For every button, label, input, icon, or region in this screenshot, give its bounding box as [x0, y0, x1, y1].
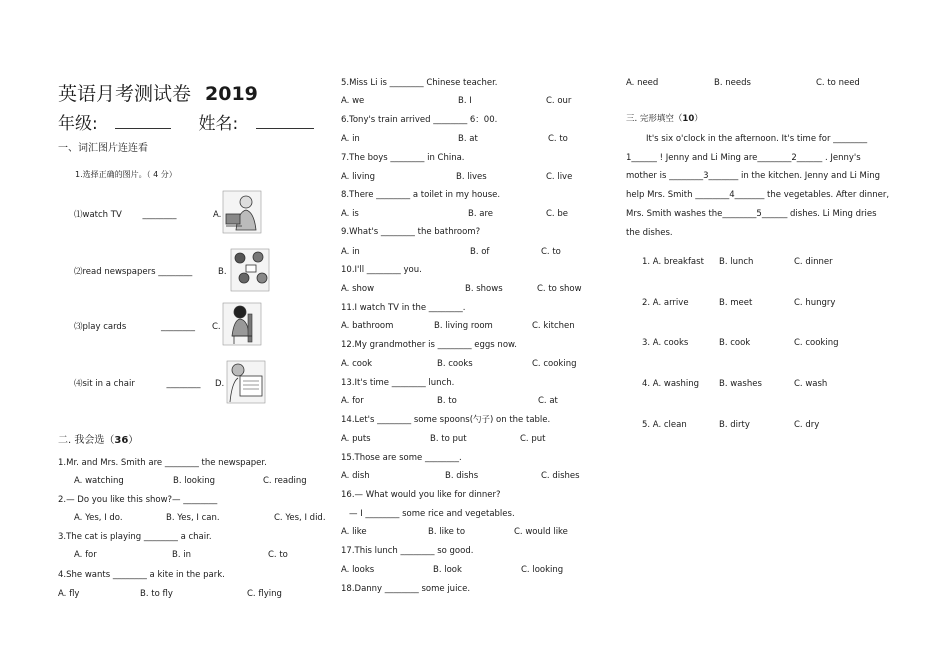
q1-option-c[interactable]: C. reading: [263, 476, 307, 486]
match-letter-b: B.: [218, 267, 227, 277]
question-9: 9.What's ________ the bathroom?: [341, 227, 481, 237]
q15-option-a[interactable]: A. dish: [341, 471, 370, 481]
grade-label: 年级:: [58, 114, 98, 134]
q9-option-a[interactable]: A. in: [341, 247, 360, 257]
q6-option-b[interactable]: B. at: [458, 134, 478, 144]
q1-option-b[interactable]: B. looking: [173, 476, 216, 486]
question-4: 4.She wants ________ a kite in the park.: [58, 570, 225, 580]
q10-option-b[interactable]: B. shows: [465, 284, 503, 294]
section-1-heading: 一、词汇图片连连看: [58, 143, 148, 154]
match-item-4: ⑷sit in a chair ________: [74, 379, 201, 389]
match-letter-d: D.: [215, 379, 225, 389]
title-text: 英语月考测试卷: [58, 83, 192, 105]
cloze-3-option-b[interactable]: B. cook: [719, 338, 751, 348]
student-info: [58, 116, 314, 133]
q8-option-a[interactable]: A. is: [341, 209, 359, 219]
q6-option-c[interactable]: C. to: [548, 134, 568, 144]
q7-option-a[interactable]: A. living: [341, 172, 375, 182]
q14-option-c[interactable]: C. put: [520, 434, 546, 444]
question-16-reply: — I ________ some rice and vegetables.: [349, 509, 515, 519]
q9-option-c[interactable]: C. to: [541, 247, 561, 257]
q4-option-c[interactable]: C. flying: [247, 589, 282, 599]
question-5: 5.Miss Li is ________ Chinese teacher.: [341, 78, 498, 88]
question-7: 7.The boys ________ in China.: [341, 153, 465, 163]
cloze-3-option-a[interactable]: 3. A. cooks: [642, 338, 689, 348]
title-year: 2019: [205, 83, 258, 105]
q4-option-a[interactable]: A. fly: [58, 589, 80, 599]
cloze-2-option-c[interactable]: C. hungry: [794, 298, 836, 308]
question-1: 1.Mr. and Mrs. Smith are ________ the newspaper.: [58, 458, 267, 468]
passage-line-2: 1______ ! Jenny and Li Ming are________2______ . Jenny's: [626, 153, 861, 163]
person-reading-newspaper-picture: [226, 360, 266, 404]
q10-option-c[interactable]: C. to show: [537, 284, 582, 294]
q8-option-b[interactable]: B. are: [468, 209, 493, 219]
q3-option-a[interactable]: A. for: [74, 550, 97, 560]
name-label: 姓名:: [198, 114, 239, 134]
q18-option-a[interactable]: A. need: [626, 78, 659, 88]
question-2: 2.— Do you like this show?— ________: [58, 495, 218, 505]
question-11: 11.I watch TV in the ________.: [341, 303, 466, 313]
q18-option-b[interactable]: B. needs: [714, 78, 751, 88]
q1-option-a[interactable]: A. watching: [74, 476, 124, 486]
q8-option-c[interactable]: C. be: [546, 209, 568, 219]
question-3: 3.The cat is playing ________ a chair.: [58, 532, 212, 542]
passage-line-5: Mrs. Smith washes the________5______ dishes. Li Ming dries: [626, 209, 877, 219]
cloze-3-option-c[interactable]: C. cooking: [794, 338, 839, 348]
cloze-5-option-a[interactable]: 5. A. clean: [642, 420, 687, 430]
q16-option-a[interactable]: A. like: [341, 527, 367, 537]
people-playing-cards-picture: [230, 248, 270, 292]
question-15: 15.Those are some ________.: [341, 453, 462, 463]
q2-option-a[interactable]: A. Yes, I do.: [74, 513, 123, 523]
q13-option-a[interactable]: A. for: [341, 396, 364, 406]
match-item-1: ⑴watch TV ________: [74, 210, 177, 220]
q12-option-b[interactable]: B. cooks: [437, 359, 473, 369]
question-18: 18.Danny ________ some juice.: [341, 584, 471, 594]
grade-field[interactable]: [115, 127, 171, 129]
q14-option-b[interactable]: B. to put: [430, 434, 467, 444]
q15-option-b[interactable]: B. dishs: [445, 471, 479, 481]
q3-option-c[interactable]: C. to: [268, 550, 288, 560]
q16-option-b[interactable]: B. like to: [428, 527, 466, 537]
q4-option-b[interactable]: B. to fly: [140, 589, 173, 599]
q6-option-a[interactable]: A. in: [341, 134, 360, 144]
question-14: 14.Let's ________ some spoons(勺子) on the table.: [341, 415, 551, 425]
q5-option-a[interactable]: A. we: [341, 96, 365, 106]
match-item-3: ⑶play cards ________: [74, 322, 195, 332]
question-10: 10.I'll ________ you.: [341, 265, 422, 275]
cloze-5-option-c[interactable]: C. dry: [794, 420, 820, 430]
q11-option-c[interactable]: C. kitchen: [532, 321, 575, 331]
q13-option-b[interactable]: B. to: [437, 396, 457, 406]
cloze-2-option-a[interactable]: 2. A. arrive: [642, 298, 689, 308]
q7-option-b[interactable]: B. lives: [456, 172, 487, 182]
question-17: 17.This lunch ________ so good.: [341, 546, 474, 556]
question-8: 8.There ________ a toilet in my house.: [341, 190, 501, 200]
q17-option-b[interactable]: B. look: [433, 565, 462, 575]
q17-option-a[interactable]: A. looks: [341, 565, 375, 575]
cloze-2-option-b[interactable]: B. meet: [719, 298, 753, 308]
page-title: [58, 85, 258, 104]
question-6: 6.Tony's train arrived ________ 6：00.: [341, 115, 498, 125]
cloze-1-option-a[interactable]: 1. A. breakfast: [642, 257, 704, 267]
question-12: 12.My grandmother is ________ eggs now.: [341, 340, 517, 350]
q18-option-c[interactable]: C. to need: [816, 78, 860, 88]
q13-option-c[interactable]: C. at: [538, 396, 558, 406]
q12-option-a[interactable]: A. cook: [341, 359, 373, 369]
q14-option-a[interactable]: A. puts: [341, 434, 371, 444]
q15-option-c[interactable]: C. dishes: [541, 471, 580, 481]
q2-option-c[interactable]: C. Yes, I did.: [274, 513, 326, 523]
cloze-1-option-c[interactable]: C. dinner: [794, 257, 833, 267]
q9-option-b[interactable]: B. of: [470, 247, 490, 257]
section-1-instruction: 1.选择正确的图片。（ 4 分）: [75, 170, 177, 179]
person-watching-tv-picture: [222, 190, 262, 234]
cloze-1-option-b[interactable]: B. lunch: [719, 257, 754, 267]
q5-option-b[interactable]: B. I: [458, 96, 472, 106]
question-13: 13.It's time ________ lunch.: [341, 378, 455, 388]
cloze-4-option-c[interactable]: C. wash: [794, 379, 828, 389]
cloze-4-option-a[interactable]: 4. A. washing: [642, 379, 700, 389]
name-field[interactable]: [256, 127, 314, 129]
q5-option-c[interactable]: C. our: [546, 96, 572, 106]
match-letter-c: C.: [212, 322, 221, 332]
q7-option-c[interactable]: C. live: [546, 172, 573, 182]
passage-line-6: the dishes.: [626, 228, 673, 238]
q12-option-c[interactable]: C. cooking: [532, 359, 577, 369]
q17-option-c[interactable]: C. looking: [521, 565, 564, 575]
q3-option-b[interactable]: B. in: [172, 550, 191, 560]
cloze-5-option-b[interactable]: B. dirty: [719, 420, 750, 430]
q10-option-a[interactable]: A. show: [341, 284, 375, 294]
section-3-heading: 三. 完形填空（10）: [626, 114, 703, 124]
q11-option-b[interactable]: B. living room: [434, 321, 493, 331]
cloze-4-option-b[interactable]: B. washes: [719, 379, 762, 389]
section-2-heading: 二. 我会选（36）: [58, 435, 139, 446]
match-item-2: ⑵read newspapers ________: [74, 267, 193, 277]
passage-line-3: mother is ________3_______ in the kitchen. Jenny and Li Ming: [626, 171, 880, 181]
q2-option-b[interactable]: B. Yes, I can.: [166, 513, 220, 523]
person-sitting-in-chair-picture: [222, 302, 262, 346]
match-letter-a: A.: [213, 210, 222, 220]
passage-line-1: It's six o'clock in the afternoon. It's time for ________: [646, 134, 868, 144]
passage-line-4: help Mrs. Smith ________4_______ the vegetables. After dinner,: [626, 190, 890, 200]
question-16: 16.— What would you like for dinner?: [341, 490, 501, 500]
q16-option-c[interactable]: C. would like: [514, 527, 568, 537]
q11-option-a[interactable]: A. bathroom: [341, 321, 394, 331]
